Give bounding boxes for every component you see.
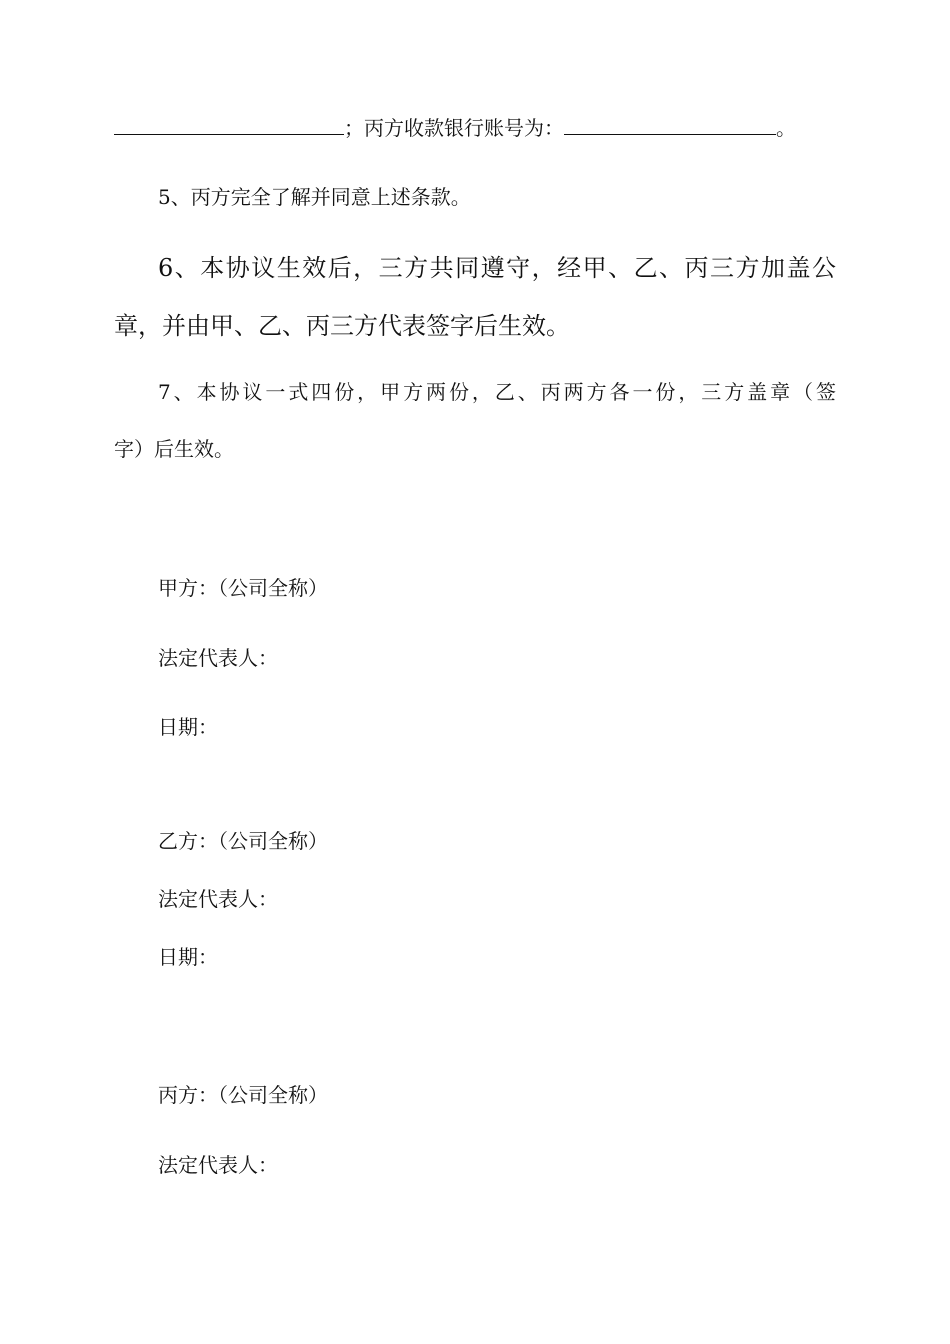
party-b-date: 日期： [158,945,218,969]
party-a-date: 日期： [158,715,218,739]
account-label: ；丙方收款银行账号为： [344,116,564,140]
account-line [114,116,796,140]
party-c-representative: 法定代表人： [158,1153,278,1177]
party-c-name: 丙方：（公司全称） [158,1083,328,1107]
party-a-name: 甲方：（公司全称） [158,576,328,600]
party-a-representative: 法定代表人： [158,646,278,670]
clause-7-line-2: 字）后生效。 [114,437,234,461]
account-line-end: 。 [776,116,796,140]
party-b-representative: 法定代表人： [158,887,278,911]
clause-6-line-2: 章，并由甲、乙、丙三方代表签字后生效。 [114,312,570,340]
account-number-blank [564,116,776,135]
clause-7-line-1: 7、本协议一式四份，甲方两份，乙、丙两方各一份，三方盖章（签 [158,380,836,404]
clause-5: 5、丙方完全了解并同意上述条款。 [158,185,471,209]
party-b-name: 乙方：（公司全称） [158,829,328,853]
clause-6-line-1: 6、本协议生效后，三方共同遵守，经甲、乙、丙三方加盖公 [158,254,836,282]
payee-name-blank [114,116,344,135]
